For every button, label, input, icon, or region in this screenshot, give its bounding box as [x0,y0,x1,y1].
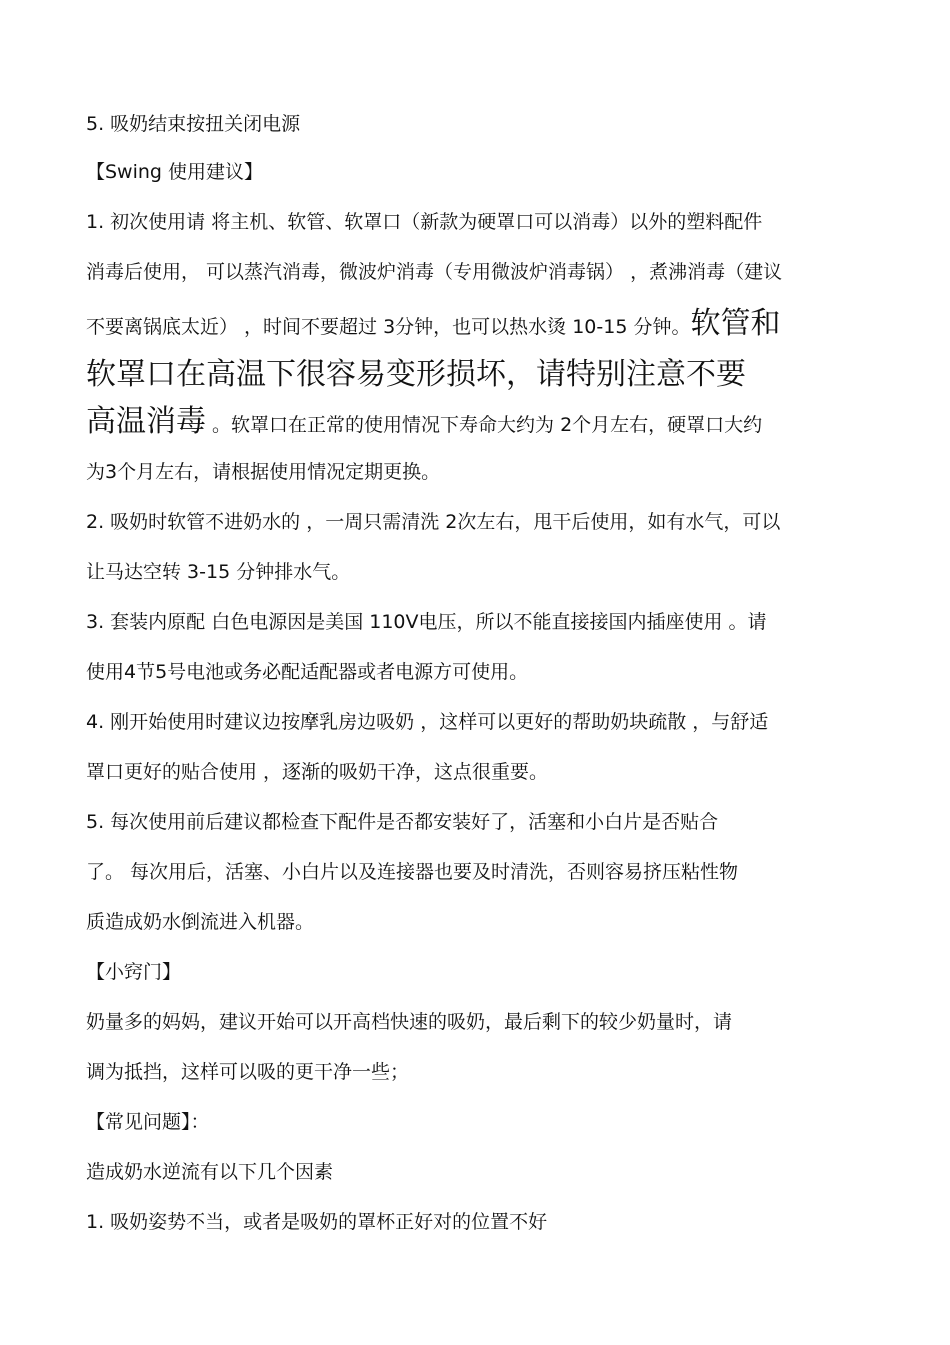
tip-2-line-2: 让马达空转 3-15 分钟排水气。 [86,561,351,583]
tip-4-line-2: 罩口更好的贴合使用 ，逐渐的吸奶干净，这点很重要。 [86,761,549,783]
tip-3-line-1: 3. 套装内原配 白色电源因是美国 110V电压，所以不能直接接国内插座使用 。请 [86,611,767,633]
tip-1-line-3-text: 不要离锅底太近） ，时间不要超过 3分钟，也可以热水烫 10-15 分钟。 [86,316,691,338]
section-heading-tricks: 【小窍门】 [86,961,182,983]
tip-1-line-6: 为3个月左右，请根据使用情况定期更换。 [86,461,441,483]
section-heading-swing-tips: 【Swing 使用建议】 [86,161,264,183]
tip-1-line-5-text: 。软罩口在正常的使用情况下寿命大约为 2个月左右，硬罩口大约 [206,414,763,436]
tip-5-line-3: 质造成奶水倒流进入机器。 [86,911,315,933]
section-heading-faq: 【常见问题】： [86,1111,210,1133]
tip-1-warning-start: 软管和 [690,306,781,341]
tip-5-line-1: 5. 每次使用前后建议都检查下配件是否都安装好了，活塞和小白片是否贴合 [86,811,719,833]
trick-line-1: 奶量多的妈妈，建议开始可以开高档快速的吸奶，最后剩下的较少奶量时，请 [86,1011,733,1033]
faq-item-1: 1. 吸奶姿势不当，或者是吸奶的罩杯正好对的位置不好 [86,1211,548,1233]
tip-3-line-2: 使用4节5号电池或务必配适配器或者电源方可使用。 [86,661,529,683]
tip-1-line-2: 消毒后使用， 可以蒸汽消毒，微波炉消毒（专用微波炉消毒锅） ，煮沸消毒（建议 [86,261,783,283]
tip-4-line-1: 4. 刚开始使用时建议边按摩乳房边吸奶 ，这样可以更好的帮助奶块疏散 ，与舒适 [86,711,769,733]
tip-1-warning: 软罩口在高温下很容易变形损坏，请特别注意不要 [86,357,746,392]
tip-1-line-3 [86,306,781,341]
trick-line-2: 调为抵挡，这样可以吸的更干净一些； [86,1061,410,1083]
tip-1-warning-end: 高温消毒 [86,404,206,439]
tip-1-line-1: 1. 初次使用请 将主机、软管、软罩口（新款为硬罩口可以消毒）以外的塑料配件 [86,211,763,233]
tip-1-line-5 [86,404,763,439]
tip-2-line-1: 2. 吸奶时软管不进奶水的 ，一周只需清洗 2次左右，甩干后使用，如有水气，可以 [86,511,781,533]
step-5-power-off: 5. 吸奶结束按扭关闭电源 [86,113,301,135]
tip-5-line-2: 了。 每次用后，活塞、小白片以及连接器也要及时清洗，否则容易挤压粘性物 [86,861,739,883]
faq-intro: 造成奶水逆流有以下几个因素 [86,1161,334,1183]
